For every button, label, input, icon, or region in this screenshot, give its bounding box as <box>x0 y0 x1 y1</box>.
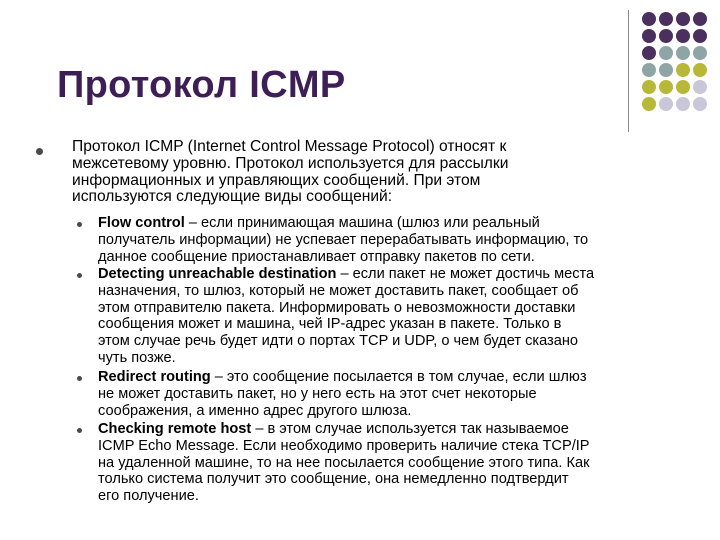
decor-dot <box>693 63 707 77</box>
decor-dot <box>642 97 656 111</box>
decor-dot <box>676 29 690 43</box>
decor-dot <box>676 97 690 111</box>
decor-dot <box>659 97 673 111</box>
decor-dot <box>642 80 656 94</box>
decor-dot <box>693 97 707 111</box>
item-term: Detecting unreachable destination <box>98 266 337 282</box>
main-bullet-icon <box>36 148 43 155</box>
decor-dot <box>659 63 673 77</box>
bullet-icon <box>77 428 82 433</box>
item-text: – если принимающая машина (шлюз или реальный получатель информации) не успевает перерабатывать информацию, то данное сообщение приостанавливает отправку пакетов по сети. <box>98 215 589 265</box>
decor-dot <box>693 12 707 26</box>
list-item-redirect-routing <box>98 369 688 419</box>
decor-dot <box>659 80 673 94</box>
decor-dot <box>693 29 707 43</box>
bullet-icon <box>77 273 82 278</box>
decor-dot <box>659 46 673 60</box>
item-text: – это сообщение посылается в том случае, если шлюз не может доставить пакет, но у него есть на этот счет некоторые соображения, а именно адрес другого шлюза. <box>98 369 587 419</box>
list-item-flow-control <box>98 215 688 265</box>
decor-dot <box>642 12 656 26</box>
bullet-icon <box>77 222 82 227</box>
decor-dot <box>642 63 656 77</box>
item-term: Redirect routing <box>98 369 211 385</box>
decorative-dot-grid <box>640 10 712 110</box>
item-term: Checking remote host <box>98 421 252 437</box>
vertical-divider <box>628 10 629 132</box>
decor-dot <box>642 29 656 43</box>
decor-dot <box>693 46 707 60</box>
list-item-detecting-unreachable <box>98 266 688 367</box>
slide-title: Протокол ICMP <box>57 64 346 106</box>
item-text: – если пакет не может достичь места назначения, то шлюз, который не может доставить пакет, сообщает об этом отправителю пакета. Информировать о невозможности доставки сообщения может и машина, чей IP-адрес указан в пакете. Только в этом случае речь будет идти о портах TCP и UDP, о чем будет сказано чуть позже. <box>98 266 595 366</box>
decor-dot <box>676 46 690 60</box>
decor-dot <box>676 63 690 77</box>
bullet-icon <box>77 376 82 381</box>
decor-dot <box>693 80 707 94</box>
item-term: Flow control <box>98 215 185 231</box>
decor-dot <box>676 80 690 94</box>
decor-dot <box>659 12 673 26</box>
decor-dot <box>659 29 673 43</box>
item-text: – в этом случае используется так называемое ICMP Echo Message. Если необходимо проверить наличие стека TCP/IP на удаленной машине, то на нее посылается сообщение этого типа. Как только система получит это сообщение, она немедленно подтвердит его получение. <box>98 421 590 505</box>
decor-dot <box>642 46 656 60</box>
decor-dot <box>676 12 690 26</box>
list-item-checking-remote-host <box>98 421 688 505</box>
intro-paragraph: Протокол ICMP (Internet Control Message Protocol) относят к межсетевому уровню. Протокол используется для рассылки информационных и управляющих сообщений. При этом используются следующие виды сообщений: <box>72 138 509 206</box>
